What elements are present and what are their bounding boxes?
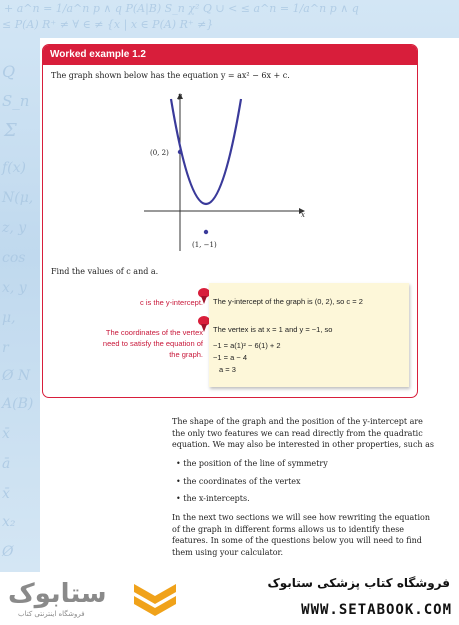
site-logo-subtitle: فروشگاه اینترنتی کتاب <box>18 610 85 618</box>
note-c-intercept: c is the y-intercept. <box>140 298 203 307</box>
solution-line2: The vertex is at x = 1 and y = −1, so <box>213 325 333 334</box>
y-intercept-point <box>178 150 182 154</box>
store-name: فروشگاه کتاب پزشکی ستابوک <box>267 576 450 590</box>
body-line: The shape of the graph and the position of the y-intercept are <box>172 417 423 426</box>
website-url[interactable]: WWW.SETABOOK.COM <box>301 602 452 618</box>
body-line: features. In some of the questions below you will need to find <box>172 536 422 546</box>
solution-line4: −1 = a − 4 <box>213 353 247 362</box>
solution-note-paper <box>209 283 409 387</box>
note-vertex-line1: The coordinates of the vertex <box>105 328 203 337</box>
y-axis-label: y <box>178 92 182 100</box>
vertex-point <box>204 230 208 234</box>
solution-line5: a = 3 <box>219 365 236 374</box>
vertex-label: (1, −1) <box>192 241 217 249</box>
note-vertex-line3: the graph. <box>169 350 203 359</box>
body-line: them using your calculator. <box>172 547 284 557</box>
footer-banner <box>0 572 459 625</box>
book-logo-icon <box>132 582 178 616</box>
bullet-item: • the x-intercepts. <box>176 494 250 503</box>
x-axis-label: x <box>301 211 305 219</box>
question-text: Find the values of c and a. <box>51 267 159 276</box>
body-paragraph-1 <box>172 416 434 451</box>
bullet-item: • the coordinates of the vertex <box>176 477 301 486</box>
note-vertex <box>63 327 203 360</box>
intro-text: The graph shown below has the equation y = ax² − 6x + c. <box>51 71 290 80</box>
solution-line3: −1 = a(1)² − 6(1) + 2 <box>213 341 281 350</box>
body-line: of the graph in different forms allows us to identify these <box>172 524 405 534</box>
body-paragraph-2 <box>172 512 430 558</box>
note-vertex-line2: need to satisfy the equation of <box>102 339 203 348</box>
solution-line1: The y-intercept of the graph is (0, 2), so c = 2 <box>213 297 363 306</box>
worked-example-box <box>42 44 418 398</box>
body-line: the only two features we can read directly from the quadratic <box>172 428 423 438</box>
body-line: equation. We may also be interested in other properties, such as <box>172 440 434 450</box>
site-logo-text: ستابوک <box>8 579 107 609</box>
y-intercept-label: (0, 2) <box>150 149 169 157</box>
bullet-item: • the position of the line of symmetry <box>176 459 328 468</box>
parabola-graph <box>144 91 308 253</box>
body-line: In the next two sections we will see how rewriting the equation <box>172 513 430 522</box>
decorative-background: + a^n = 1/a^n p ∧ q P(A|B) S_n χ² Q ∪ < ≤ a^n = 1/a^n p ∧ q ≤ P(A) R⁺ ≠ ∀ ∈ ≠ {x | x ∈ P(A) R⁺ ≠} Q S_n Σ f(x) N(μ, z, y cos x, y μ, r Ø N A(B) x̄ ā x̄ x₂ Ø <box>0 0 459 572</box>
worked-example-title: Worked example 1.2 <box>43 45 417 65</box>
